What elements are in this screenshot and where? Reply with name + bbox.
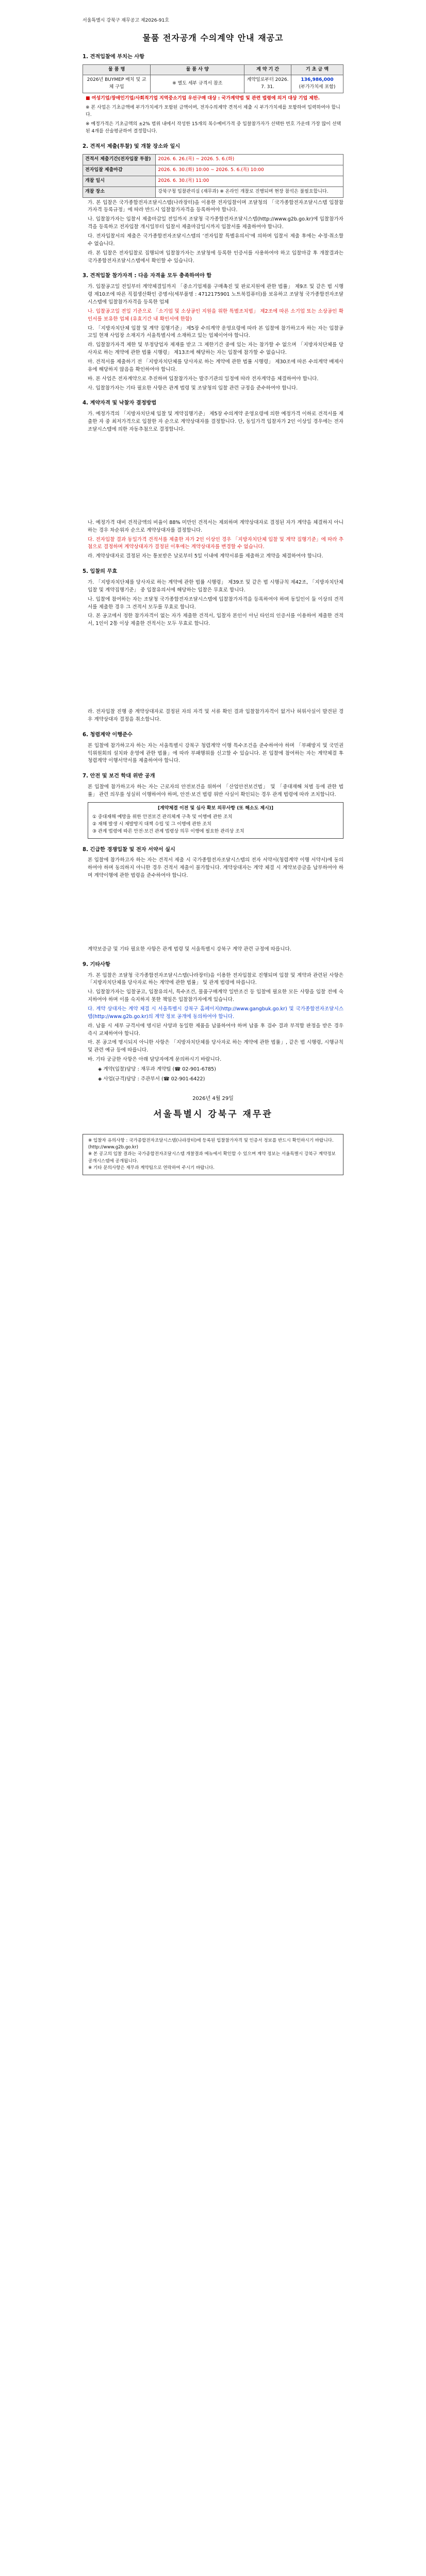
schedule-value: 2026. 6. 26.(목) ~ 2026. 5. 6.(화) <box>156 154 343 165</box>
schedule-label: 전자입찰 제출마감 <box>83 165 156 176</box>
s9-item-3: 다. 계약 상대자는 계약 체결 시 서울특별시 강북구 홈페이지(http://www.gangbuk.go.kr) 및 국가종합전자조달시스템(http://www.g2b.go.kr)의 계약 정보 공개에 동의하여야 합니다. <box>88 1006 343 1020</box>
section-3-heading: 3. 견적입찰 참가자격 : 다음 자격을 모두 충족하여야 함 <box>83 273 212 279</box>
s3-item-4: 라. 입찰참가자격 제한 및 부정당업자 제재를 받고 그 제한기간 중에 있는 자는 참가할 수 없으며 「지방자치단체를 당사자로 하는 계약에 관한 법률 시행령」 제13조에 해당하는 자는 입찰에 참가할 수 없습니다. <box>88 342 343 356</box>
s2-item-3: 다. 전자입찰서의 제출은 국가종합전자조달시스템의 ‘전자입찰 특별유의서’에 의하며 입찰서 제출 후에는 수정·취소할 수 없습니다. <box>88 233 343 247</box>
s3-item-1: 가. 입찰공고일 전일부터 계약체결일까지 「중소기업제품 구매촉진 및 판로지원에 관한 법률」 제9조 및 같은 법 시행령 제10조에 따른 직접생산확인 증명서(세부품명 : 4712175901 노트북컴퓨터)를 보유하고 조달청 국가종합전자조달시스템에 입찰참가자격을 등록한 업체 <box>88 284 343 306</box>
section-2-heading: 2. 견적서 제출(투찰) 및 개찰 장소와 일시 <box>83 144 181 150</box>
obligation-line: ③ 관계 법령에 따른 안전·보건 관계 법령상 의무 이행에 필요한 관리상 조치 <box>92 828 244 834</box>
s9-item-5: 마. 본 공고에 명시되지 아니한 사항은 「지방자치단체를 당사자로 하는 계약에 관한 법률」, 같은 법 시행령, 시행규칙 및 관련 예규 등에 따릅니다. <box>88 1040 343 1054</box>
s3-item-5: 마. 견적서를 제출하기 전 「지방자치단체를 당사자로 하는 계약에 관한 법률 시행령」 제30조에 따른 수의계약 배제사유에 해당하지 않음을 확인하여야 합니다. <box>88 359 343 372</box>
obligation-box <box>88 802 343 839</box>
s1-note-2: ※ 본 사업은 기초금액에 부가가치세가 포함된 금액이며, 전자수의계약 견적서 제출 시 부가가치세를 포함하여 입력하여야 합니다. <box>86 105 340 118</box>
col-header-item-name: 물 품 명 <box>83 64 151 75</box>
blank-space <box>83 882 343 944</box>
s3-item-3: 다. 「지방자치단체 입찰 및 계약 집행기준」 제5장 수의계약 운영요령에 따라 본 입찰에 참가하고자 하는 자는 입찰공고일 현재 사업장 소재지가 서울특별시에 소재하고 있는 업체이어야 합니다. <box>88 325 343 339</box>
schedule-value: 2026. 6. 30.(화) 10:00 ~ 2026. 5. 6.(목) 10:00 <box>156 165 343 176</box>
s4-item-4: 라. 계약상대자로 결정된 자는 통보받은 날로부터 5일 이내에 계약서류를 제출하고 계약을 체결하여야 합니다. <box>88 553 323 560</box>
item-amount-cell <box>291 75 343 93</box>
s5-item-3: 다. 본 공고에서 정한 참가자격이 없는 자가 제출한 견적서, 입찰자 본인이 아닌 타인의 인증서를 이용하여 제출한 견적서, 1인이 2통 이상 제출한 견적서는 모두 무효로 합니다. <box>88 613 343 627</box>
bid-item-table <box>83 64 343 94</box>
s6-text: 본 입찰에 참가하고자 하는 자는 서울특별시 강북구 청렴계약 이행 특수조건을 준수하여야 하며 「부패방지 및 국민권익위원회의 설치와 운영에 관한 법률」에 따라 부패행위를 신고할 수 있습니다. 본 입찰에 참여하는 자는 계약체결 후 청렴계약 이행서약서를 제출하여야 합니다. <box>88 742 343 764</box>
s8-text-2: 계약보증금 및 기타 필요한 사항은 관계 법령 및 서울특별시 강북구 계약 관련 규정에 따릅니다. <box>88 946 291 952</box>
s4-item-1: 가. 예정가격의 「지방자치단체 입찰 및 계약집행기준」 제5장 수의계약 운영요령에 의한 예정가격 이하로 견적서를 제출한 자 중 최저가격으로 입찰한 자 순으로 계약상대자를 결정합니다. 단, 동일가격 입찰자가 2인 이상일 경우에는 전자조달시스템에 의한 자동추첨으로 결정합니다. <box>88 411 343 432</box>
section-4-heading: 4. 계약자격 및 낙찰자 결정방법 <box>83 400 157 406</box>
s9-item-1: 가. 본 입찰은 조달청 국가종합전자조달시스템(나라장터)을 이용한 전자입찰로 진행되며 입찰 및 계약과 관련된 사항은 「지방자치단체를 당사자로 하는 계약에 관한 법률」 및 관계 법령에 따릅니다. <box>88 972 343 986</box>
obligation-box-title: [계약체결 이전 및 심사 확보 의무사항 (또 해소도 제시)] <box>157 805 274 811</box>
contact-line: ◈ 계약(입찰)담당 : 재무과 계약팀 (☎ 02-901-6785) <box>98 1066 216 1073</box>
s4-item-3: 다. 전자입찰 결과 동일가격 견적서를 제출한 자가 2인 이상인 경우 「지방자치단체 입찰 및 계약 집행기준」에 따라 추첨으로 결정하며 계약상대자가 결정된 이후에는 계약상대자를 변경할 수 없습니다. <box>88 536 343 550</box>
s2-item-4: 라. 본 입찰은 전자입찰로 집행되며 입찰참가자는 조달청에 등록한 인증서를 사용하여야 하고 입찰마감 후 개찰결과는 국가종합전자조달시스템에서 확인할 수 있습니다. <box>88 250 343 264</box>
s3-item-6: 바. 본 사업은 전자계약으로 추진하며 입찰참가자는 발주기관의 일정에 따라 전자계약을 체결하여야 합니다. <box>88 376 319 382</box>
table-row <box>83 75 343 93</box>
col-header-base-amount: 기 초 금 액 <box>291 64 343 75</box>
table-row <box>83 176 343 187</box>
contact-line: ◈ 사업(규격)담당 : 주관부서 (☎ 02-901-6422) <box>98 1076 205 1082</box>
obligation-line: ① 중대재해 예방을 위한 안전보건 관리체계 구축 및 이행에 관한 조치 <box>92 814 233 820</box>
schedule-table <box>83 154 343 198</box>
schedule-label: 견적서 제출기간(전자입찰 투찰) <box>83 154 156 165</box>
footer-line: ※ 입찰자 유의사항 : 국가종합전자조달시스템(나라장터)에 등록된 입찰참가자격 및 인증서 정보를 반드시 확인하시기 바랍니다. (http://www.g2b.go.kr) <box>88 1138 334 1150</box>
s5-item-4: 라. 전자입찰 진행 중 계약상대자로 결정된 자의 자격 및 서류 확인 결과 입찰참가자격이 없거나 허위사실이 발견된 경우 계약상대자 결정을 취소합니다. <box>88 709 343 722</box>
s7-text: 본 입찰에 참가하고자 하는 자는 근로자의 안전보건을 위하여 「산업안전보건법」 및 「중대재해 처벌 등에 관한 법률」 관련 의무를 성실히 이행하여야 하며, 안전·보건 법령 위반 사실이 확인되는 경우 관계 법령에 따라 조치합니다. <box>88 784 343 798</box>
blank-space <box>83 630 343 707</box>
col-header-spec: 물 품 사 양 <box>151 64 244 75</box>
s9-item-4: 라. 납품 시 세부 규격서에 명시된 사양과 동일한 제품을 납품하여야 하며 납품 후 검수 결과 부적합 판정을 받은 경우 즉시 교체하여야 합니다. <box>88 1023 343 1037</box>
footer-line: ※ 본 공고의 입찰 결과는 국가종합전자조달시스템 개찰결과 메뉴에서 확인할 수 있으며 계약 정보는 서울특별시 강북구 계약정보 공개시스템에 공개됩니다. <box>88 1151 336 1164</box>
issuer-signature: 서울특별시 강북구 재무관 <box>153 1109 273 1120</box>
col-header-period: 계 약 기 간 <box>244 64 291 75</box>
table-row <box>83 187 343 197</box>
table-row <box>83 154 343 165</box>
document-page <box>0 0 426 1196</box>
schedule-value: 강북구청 입찰관리실 (재무과) ※ 온라인 개찰로 진행되며 현장 참석은 불필요합니다. <box>156 187 343 197</box>
footer-line: ※ 기타 문의사항은 재무과 계약팀으로 연락하여 주시기 바랍니다. <box>88 1165 215 1171</box>
s1-note-1: ■ 여성기업/장애인기업/사회적기업 지역중소기업 우선구매 대상 : 국가계약법 및 관련 법령에 의거 대상 기업 제한. <box>86 96 320 101</box>
document-title: 물품 전자공개 수의계약 안내 재공고 <box>142 32 284 43</box>
schedule-value: 2026. 6. 30.(목) 11:00 <box>156 176 343 187</box>
footer-notice-box <box>83 1134 343 1176</box>
item-period: 계약일로부터 2026. 7. 31. <box>244 75 291 93</box>
s5-item-1: 가. 「지방자치단체를 당사자로 하는 계약에 관한 법률 시행령」 제39조 및 같은 법 시행규칙 제42조, 「지방자치단체 입찰 및 계약집행기준」 중 입찰유의서에 해당하는 입찰은 무효로 합니다. <box>88 579 343 593</box>
s2-item-2: 나. 입찰참가자는 입찰서 제출마감일 전일까지 조달청 국가종합전자조달시스템(http://www.g2b.go.kr)에 입찰참가자격을 등록하고 전자입찰 개시일부터 입찰서 제출마감일시까지 입찰서를 제출하여야 합니다. <box>88 216 343 230</box>
schedule-label: 개찰 장소 <box>83 187 156 197</box>
item-name: 2026년 BUYMEP 배치 및 교체 구입 <box>83 75 151 93</box>
s3-item-2: 나. 입찰공고일 전일 기준으로 「소기업 및 소상공인 지원을 위한 특별조치법」 제2조에 따른 소기업 또는 소상공인 확인서를 보유한 업체 (유효기간 내 확인서에 한함) <box>88 308 343 322</box>
item-amount: 136,986,000 <box>301 77 334 83</box>
s5-item-2: 나. 입찰에 참여하는 자는 조달청 국가종합전자조달시스템에 입찰참가자격을 등록하여야 하며 동일인이 둘 이상의 견적서를 제출한 경우 그 견적서 모두를 무효로 합니다. <box>88 596 343 610</box>
document-number: 서울특별시 강북구 재무공고 제2026-91호 <box>83 18 169 23</box>
item-amount-note: (부가가치세 포함) <box>299 84 336 90</box>
s8-text: 본 입찰에 참가하고자 하는 자는 견적서 제출 시 국가종합전자조달시스템의 전자 서약서(청렴계약 이행 서약서)에 동의하여야 하며 동의하지 아니한 경우 견적서 제출이 불가합니다. 계약상대자는 계약 체결 시 계약보증금을 납부하여야 하며 계약이행에 관한 법령을 준수하여야 합니다. <box>88 857 343 879</box>
section-8-heading: 8. 긴급한 경쟁입찰 및 전자 서약서 실시 <box>83 846 175 853</box>
section-5-heading: 5. 입찰의 무효 <box>83 569 118 575</box>
schedule-label: 개찰 일시 <box>83 176 156 187</box>
section-9-heading: 9. 기타사항 <box>83 961 110 968</box>
obligation-line: ② 재해 발생 시 재발방지 대책 수립 및 그 이행에 관한 조치 <box>92 821 211 827</box>
s1-note-3: ※ 예정가격은 기초금액의 ±2% 범위 내에서 작성한 15개의 복수예비가격 중 입찰참가자가 선택한 번호 가운데 가장 많이 선택된 4개를 산술평균하여 결정합니다. <box>86 122 341 134</box>
s2-item-1: 가. 본 입찰은 국가종합전자조달시스템(나라장터)을 이용한 전자입찰이며 조달청의 「국가종합전자조달시스템 입찰참가자격 등록규정」에 따라 반드시 입찰참가자격을 등록하여야 합니다. <box>88 199 343 213</box>
section-7-heading: 7. 안전 및 보건 학대 위반 공개 <box>83 773 155 779</box>
item-spec: ※ 별도 세부 규격서 참조 <box>151 75 244 93</box>
s9-item-2: 나. 입찰참가자는 입찰공고, 입찰유의서, 특수조건, 물품구매계약 일반조건 등 입찰에 필요한 모든 사항을 입찰 전에 숙지하여야 하며 이를 숙지하지 못한 책임은 입찰참가자에게 있습니다. <box>88 989 343 1003</box>
section-1-heading: 1. 견적입찰에 부치는 사항 <box>83 54 145 60</box>
s9-item-6: 바. 기타 궁금한 사항은 아래 담당자에게 문의하시기 바랍니다. <box>88 1057 222 1063</box>
blank-space <box>83 435 343 518</box>
notice-date: 2026년 4월 29일 <box>192 1095 234 1101</box>
section-6-heading: 6. 청렴계약 이행준수 <box>83 732 133 738</box>
table-row <box>83 165 343 176</box>
s4-item-2: 나. 예정가격 대비 견적금액의 비율이 88% 미만인 견적서는 제외하며 계약상대자로 결정된 자가 계약을 체결하지 아니하는 경우 차순위자 순으로 계약상대자를 결정합니다. <box>88 519 343 533</box>
s3-item-7: 사. 입찰참가자는 기타 필요한 사항은 관계 법령 및 조달청의 입찰 관련 규정을 준수하여야 합니다. <box>88 385 298 391</box>
